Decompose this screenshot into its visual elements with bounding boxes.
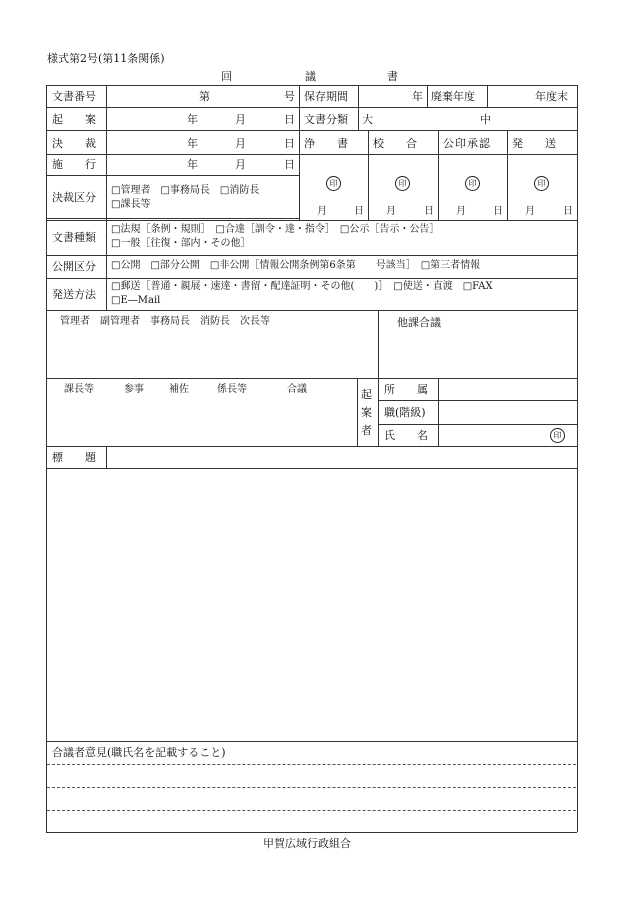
approvers-header-top: 管理者 副管理者 事務局長 消防長 次長等 — [60, 316, 270, 327]
drafter-seal-mark: 印 — [550, 428, 565, 443]
drafter-position-label: 職(階級) — [384, 406, 426, 419]
collation-label: 校 合 — [373, 137, 417, 150]
stamp-date-month-2: 月 — [386, 206, 396, 217]
approver-subsection-chief: 係長等 — [217, 384, 247, 395]
approval-month: 月 — [235, 137, 246, 150]
title-char-1: 回 — [221, 70, 232, 83]
doc-class-medium: 中 — [480, 113, 491, 126]
approval-day: 日 — [284, 137, 295, 150]
stamp-date-day-3: 日 — [493, 206, 503, 217]
clean-copy-label: 浄 書 — [304, 137, 348, 150]
retention-period-label: 保存期間 — [304, 90, 348, 103]
delivery-options-1[interactable]: □郵送［普通・親展・速達・書留・配達証明・その他( )］ □使送・直渡 □FAX — [111, 281, 493, 292]
enforcement-month: 月 — [235, 158, 246, 171]
body-area[interactable] — [47, 469, 576, 740]
enforcement-label: 施 行 — [52, 158, 96, 171]
stamp-date-day-2: 日 — [424, 206, 434, 217]
approver-section-chief: 課長等 — [64, 384, 94, 395]
title-char-2: 議 — [305, 70, 316, 83]
doc-number-dai: 第 — [199, 90, 210, 103]
drafted-month: 月 — [235, 113, 246, 126]
seal-mark-4: 印 — [534, 176, 549, 191]
doc-class-label: 文書分類 — [304, 113, 348, 126]
disclosure-label: 公開区分 — [52, 260, 96, 273]
subject-label: 標 題 — [52, 451, 96, 464]
doc-class-large: 大 — [362, 113, 373, 126]
dispatch-label: 発 送 — [512, 137, 556, 150]
disclosure-options[interactable]: □公開 □部分公開 □非公開［情報公開条例第6条第 号該当］ □第三者情報 — [111, 260, 481, 271]
approval-category-options-2[interactable]: □課長等 — [111, 199, 151, 210]
disposal-year-label: 廃棄年度 — [431, 90, 475, 103]
approval-label: 決 裁 — [52, 137, 96, 150]
approval-year: 年 — [187, 137, 198, 150]
stamp-date-month-4: 月 — [525, 206, 535, 217]
stamp-date-month-1: 月 — [317, 206, 327, 217]
stamp-date-month-3: 月 — [456, 206, 466, 217]
enforcement-day: 日 — [284, 158, 295, 171]
delivery-method-label: 発送方法 — [52, 288, 96, 301]
drafter-char-3: 者 — [361, 424, 372, 437]
other-section-consultation: 他課合議 — [397, 316, 441, 329]
approver-assistant: 補佐 — [169, 384, 189, 395]
retention-year: 年 — [412, 90, 423, 103]
approval-category-label: 決裁区分 — [52, 191, 96, 204]
doc-type-options-2[interactable]: □一般［往復・部内・その他］ — [111, 238, 251, 249]
drafter-name-label: 氏 名 — [384, 429, 428, 442]
doc-number-label: 文書番号 — [52, 90, 96, 103]
official-seal-approval-label: 公印承認 — [443, 137, 491, 150]
fiscal-year-end: 年度末 — [535, 90, 568, 103]
approver-consultation: 合議 — [287, 384, 307, 395]
approval-category-options-1[interactable]: □管理者 □事務局長 □消防長 — [111, 185, 260, 196]
stamp-date-day-4: 日 — [563, 206, 573, 217]
organization-footer: 甲賀広域行政組合 — [263, 837, 351, 850]
stamp-date-day-1: 日 — [354, 206, 364, 217]
drafter-affiliation-label: 所 属 — [384, 383, 428, 396]
drafter-char-2: 案 — [361, 406, 372, 419]
doc-number-go: 号 — [284, 90, 295, 103]
subject-input[interactable] — [107, 447, 576, 467]
seal-mark-2: 印 — [395, 176, 410, 191]
comments-label: 合議者意見(職氏名を記載すること) — [52, 746, 226, 759]
seal-mark-1: 印 — [326, 176, 341, 191]
drafted-label: 起 案 — [52, 113, 96, 126]
drafted-year: 年 — [187, 113, 198, 126]
doc-type-label: 文書種類 — [52, 231, 96, 244]
title-char-3: 書 — [387, 70, 398, 83]
seal-mark-3: 印 — [465, 176, 480, 191]
doc-type-options-1[interactable]: □法規［条例・規則］ □合達［訓令・達・指令］ □公示［告示・公告］ — [111, 224, 440, 235]
approver-counselor: 参事 — [124, 384, 144, 395]
drafter-char-1: 起 — [361, 388, 372, 401]
enforcement-year: 年 — [187, 158, 198, 171]
drafted-day: 日 — [284, 113, 295, 126]
delivery-options-2[interactable]: □E―Mail — [111, 295, 161, 306]
form-number-label: 様式第2号(第11条関係) — [47, 52, 165, 65]
